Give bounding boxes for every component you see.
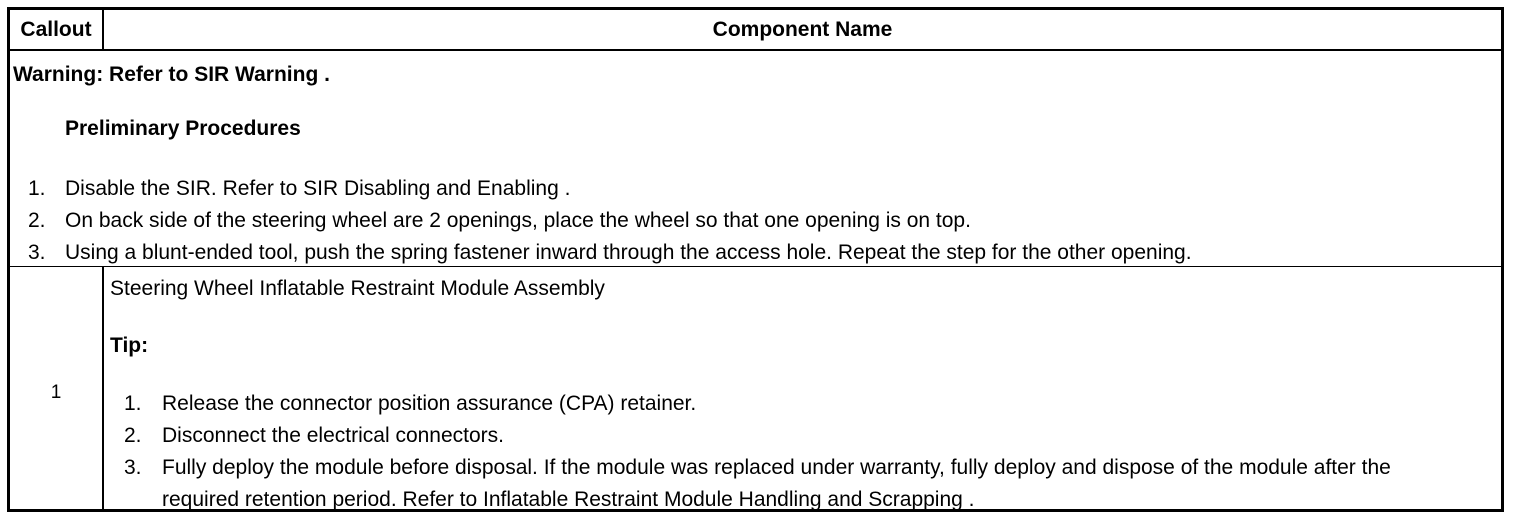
component-name-header: Component Name bbox=[712, 18, 893, 41]
table-row bbox=[10, 267, 1501, 509]
step-text: Fully deploy the module before disposal. If the module was replaced under warranty, fully deploy and dispose of the module after the required retention period. Refer to Inflatable Restraint Module Handling and Scrapping . bbox=[162, 456, 1391, 511]
list-item: 1. Release the connector position assurance (CPA) retainer. bbox=[124, 388, 1462, 420]
callout-number: 1 bbox=[50, 382, 62, 403]
step-text: Release the connector position assurance (CPA) retainer. bbox=[162, 392, 697, 415]
step-text: On back side of the steering wheel are 2 openings, place the wheel so that one opening is on top. bbox=[65, 209, 971, 232]
list-item: 3. Using a blunt-ended tool, push the spring fastener inward through the access hole. Repeat the step for the other opening. bbox=[28, 241, 1192, 264]
sir-warning: Warning: Refer to SIR Warning . bbox=[13, 63, 330, 86]
list-item: 2. Disconnect the electrical connectors. bbox=[124, 420, 1462, 452]
preliminary-title: Preliminary Procedures bbox=[65, 117, 301, 140]
table-header bbox=[10, 10, 1501, 51]
list-item: 3. Fully deploy the module before disposal. If the module was replaced under warranty, fully deploy and dispose of the module after the required retention period. Refer to Inflatable Restraint Module Handling and Scrapping . bbox=[124, 452, 1462, 516]
callout-cell bbox=[10, 267, 104, 509]
component-cell bbox=[104, 267, 1501, 509]
callout-header: Callout bbox=[10, 10, 104, 49]
step-text: Disconnect the electrical connectors. bbox=[162, 424, 504, 447]
tip-steps bbox=[124, 388, 1462, 516]
preliminary-section bbox=[10, 51, 1501, 267]
step-text: Using a blunt-ended tool, push the spring fastener inward through the access hole. Repeat the step for the other opening. bbox=[65, 241, 1192, 264]
preliminary-steps bbox=[24, 173, 1192, 269]
procedure-table bbox=[7, 7, 1504, 512]
tip-label: Tip: bbox=[110, 334, 149, 357]
step-text: Disable the SIR. Refer to SIR Disabling and Enabling . bbox=[65, 177, 571, 200]
list-item: 2. On back side of the steering wheel are 2 openings, place the wheel so that one opening is on top. bbox=[28, 209, 971, 232]
list-item: 1. Disable the SIR. Refer to SIR Disabling and Enabling . bbox=[28, 177, 571, 200]
component-name: Steering Wheel Inflatable Restraint Module Assembly bbox=[110, 277, 605, 300]
